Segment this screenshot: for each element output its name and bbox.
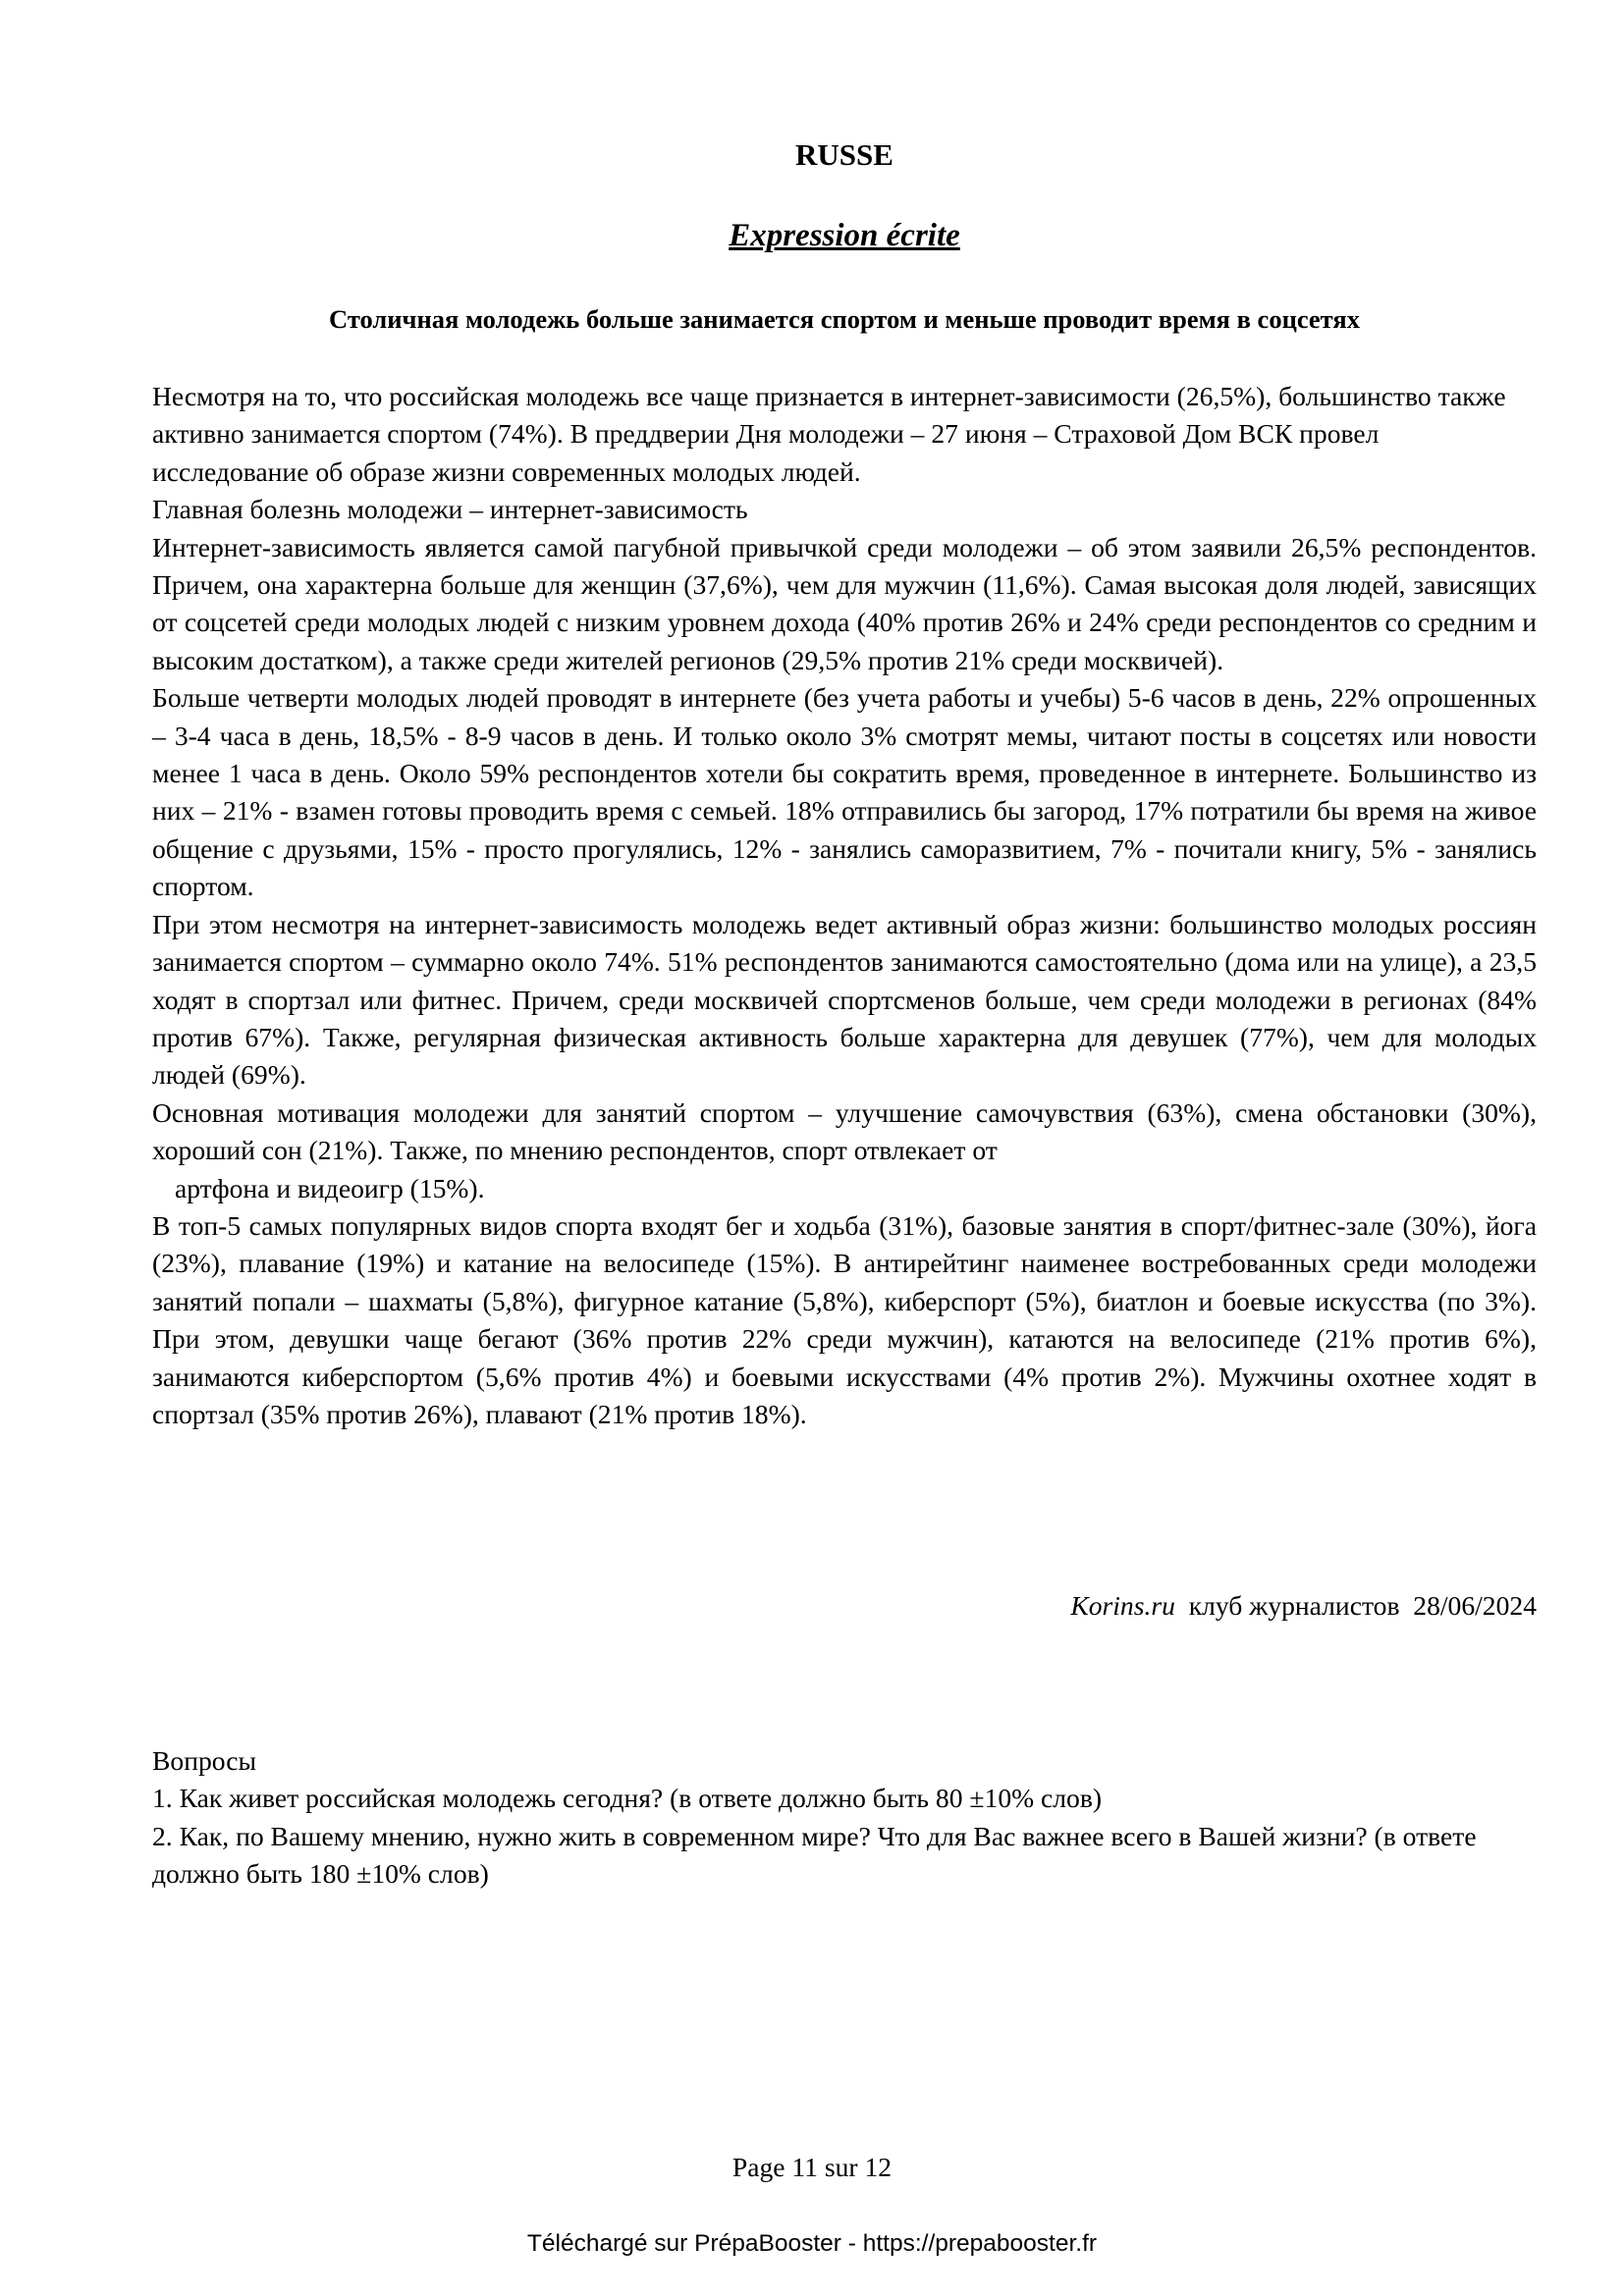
- article-title: Столичная молодежь больше занимается спортом и меньше проводит время в соцсетях: [329, 304, 1360, 334]
- source-date: 28/06/2024: [1413, 1590, 1537, 1621]
- section-title: Expression écrite: [729, 218, 960, 253]
- article-paragraph: Основная мотивация молодежи для занятий спортом – улучшение самочувствия (63%), смена обстановки (30%), хороший сон (21%). Также, по мнению респондентов, спорт отвлекает от: [152, 1096, 1537, 1166]
- article-paragraph: В топ-5 самых популярных видов спорта входят бег и ходьба (31%), базовые занятия в спорт/фитнес-зале (30%), йога (23%), плавание (19%) и катание на велосипеде (15%). В антирейтинг наименее востребованных среди молодежи занятий попали – шахматы (5,8%), фигурное катание (5,8%), киберспорт (5%), биатлон и боевые искусства (по 3%). При этом, девушки чаще бегают (36% против 22% среди мужчин), катаются на велосипеде (21% против 6%), занимаются киберспортом (5,6% против 4%) и боевыми искусствами (4% против 2%). Мужчины охотнее ходят в спортзал (35% против 26%), плавают (21% против 18%).: [152, 1209, 1537, 1429]
- questions-section: [152, 1742, 1537, 1894]
- page-number: Page 11 sur 12: [731, 2152, 893, 2182]
- article-paragraph: При этом несмотря на интернет-зависимость молодежь ведет активный образ жизни: большинство молодых россиян занимается спортом – суммарно около 74%. 51% респондентов занимаются самостоятельно (дома или на улице), а 23,5 ходят в спортзал или фитнес. Причем, среди москвичей спортсменов больше, чем среди молодежи в регионах (84% против 67%). Также, регулярная физическая активность больше характерна для девушек (77%), чем для молодых людей (69%).: [152, 908, 1537, 1091]
- article-paragraph: Интернет-зависимость является самой пагубной привычкой среди молодежи – об этом заявили 26,5% респондентов. Причем, она характерна больше для женщин (37,6%), чем для мужчин (11,6%). Самая высокая доля людей, зависящих от соцсетей среди молодых людей с низким уровнем дохода (40% против 26% и 24% среди респондентов со средним и высоким достатком), а также среди жителей регионов (29,5% против 21% среди москвичей).: [152, 531, 1537, 675]
- article-body: [152, 378, 1537, 1433]
- article-subheading: Главная болезнь молодежи – интернет-зависимость: [152, 494, 748, 525]
- article-source: [1070, 1590, 1537, 1622]
- article-paragraph-continuation: артфона и видеоигр (15%).: [175, 1172, 485, 1203]
- download-notice: Téléchargé sur PrépaBooster - https://prepabooster.fr: [526, 2230, 1098, 2257]
- question-item: 2. Как, по Вашему мнению, нужно жить в современном мире? Что для Вас важнее всего в Вашей жизни? (в ответе должно быть 180 ±10% слов): [152, 1820, 1477, 1890]
- article-paragraph: Больше четверти молодых людей проводят в интернете (без учета работы и учебы) 5-6 часов в день, 22% опрошенных – 3-4 часа в день, 18,5% - 8-9 часов в день. И только около 3% смотрят мемы, читают посты в соцсетях или новости менее 1 часа в день. Около 59% респондентов хотели бы сократить время, проведенное в интернете. Большинство из них – 21% - взамен готовы проводить время с семьей. 18% отправились бы загород, 17% потратили бы время на живое общение с друзьями, 15% - просто прогулялись, 12% - занялись саморазвитием, 7% - почитали книгу, 5% - занялись спортом.: [152, 682, 1537, 902]
- source-site: Korins.ru: [1070, 1590, 1175, 1621]
- questions-heading: Вопросы: [152, 1745, 257, 1776]
- source-outlet: клуб журналистов: [1188, 1590, 1400, 1621]
- question-item: 1. Как живет российская молодежь сегодня? (в ответе должно быть 80 ±10% слов): [152, 1783, 1103, 1814]
- article-paragraph-intro: Несмотря на то, что российская молодежь все чаще признается в интернет-зависимости (26,5%), большинство также активно занимается спортом (74%). В преддверии Дня молодежи – 27 июня – Страховой Дом ВСК провел исследование об образе жизни современных молодых людей.: [152, 381, 1506, 487]
- subject-title: RUSSE: [795, 137, 893, 172]
